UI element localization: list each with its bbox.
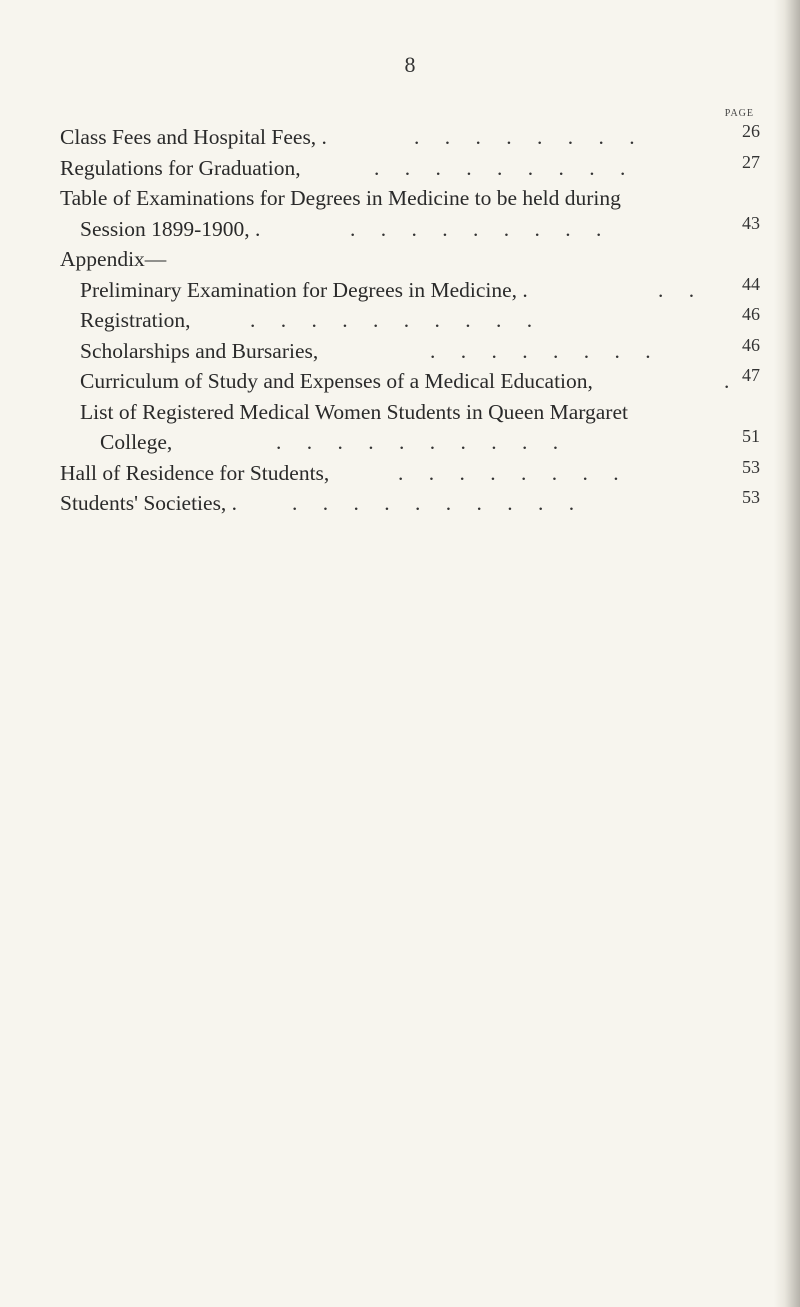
toc-entry-preliminary-examination xyxy=(60,275,760,306)
toc-entry-title: Students' Societies, . xyxy=(60,491,238,515)
toc-entry-page: 46 xyxy=(742,334,760,355)
toc-entry-title: Scholarships and Bursaries, xyxy=(80,338,319,363)
toc-entry-title: College, xyxy=(100,430,173,454)
toc-entry-appendix xyxy=(60,244,760,275)
toc-leader-dots: . . . . . . . . . xyxy=(350,216,612,241)
toc-entry-page: 44 xyxy=(742,273,760,294)
toc-entry-title: Table of Examinations for Degrees in Medicine to be held during xyxy=(60,186,621,210)
toc-entry-title: Class Fees and Hospital Fees, . xyxy=(60,125,327,149)
toc-leader-dots: . . . . . . . . . . xyxy=(276,430,569,454)
toc-leader-dots: . . . . . . . . xyxy=(414,125,645,149)
toc-entry-page: 53 xyxy=(742,456,760,477)
toc-leader-dots: . . . . . . . . xyxy=(398,460,629,485)
toc-entry-page: 53 xyxy=(742,487,760,507)
toc-leader-dots: . . . . . . . . . xyxy=(374,155,636,180)
toc-entry-college xyxy=(60,427,760,458)
toc-entry-page: 26 xyxy=(742,121,760,141)
toc-entry-class-fees xyxy=(60,122,760,153)
toc-entry-title: Appendix— xyxy=(60,247,167,271)
toc-entry-scholarships xyxy=(60,336,760,367)
toc-entry-page: 47 xyxy=(742,365,760,385)
toc-entry-title: Curriculum of Study and Expenses of a Medical Education, xyxy=(80,369,593,393)
toc-entry-title: Regulations for Graduation, xyxy=(60,155,301,180)
toc-leader-dots: . . xyxy=(658,277,705,302)
toc-entry-list-of-students xyxy=(60,397,760,428)
page-edge-shadow xyxy=(774,0,800,1307)
toc-leader-dots: . . . . . . . . . . xyxy=(292,491,585,515)
toc-leader-dots: . . . . . . . . . . xyxy=(250,308,543,332)
toc-entry-hall-of-residence xyxy=(60,458,760,489)
toc-leader-dots: . . . . . . . . xyxy=(430,338,661,363)
toc-entry-title: Preliminary Examination for Degrees in Medicine, . xyxy=(80,277,528,302)
toc-entry-registration xyxy=(60,305,760,336)
toc-entry-page: 27 xyxy=(742,151,760,172)
toc-entry-session xyxy=(60,214,760,245)
toc-entry-title: Session 1899-1900, . xyxy=(80,216,261,241)
toc-entry-page: 46 xyxy=(742,304,760,324)
table-of-contents xyxy=(60,122,760,519)
toc-entry-title: Hall of Residence for Students, xyxy=(60,460,330,485)
page-column-label: PAGE xyxy=(724,108,754,119)
toc-entry-title: List of Registered Medical Women Students in Queen Margaret xyxy=(80,399,628,424)
toc-entry-table-of-examinations xyxy=(60,183,760,214)
toc-entry-page: 43 xyxy=(742,212,760,233)
page-number: 8 xyxy=(404,52,416,77)
toc-entry-regulations xyxy=(60,153,760,184)
toc-leader-dots: . xyxy=(724,369,740,393)
toc-entry-students-societies xyxy=(60,488,760,519)
toc-entry-page: 51 xyxy=(742,426,760,446)
toc-entry-curriculum xyxy=(60,366,760,397)
toc-entry-title: Registration, xyxy=(80,308,191,332)
